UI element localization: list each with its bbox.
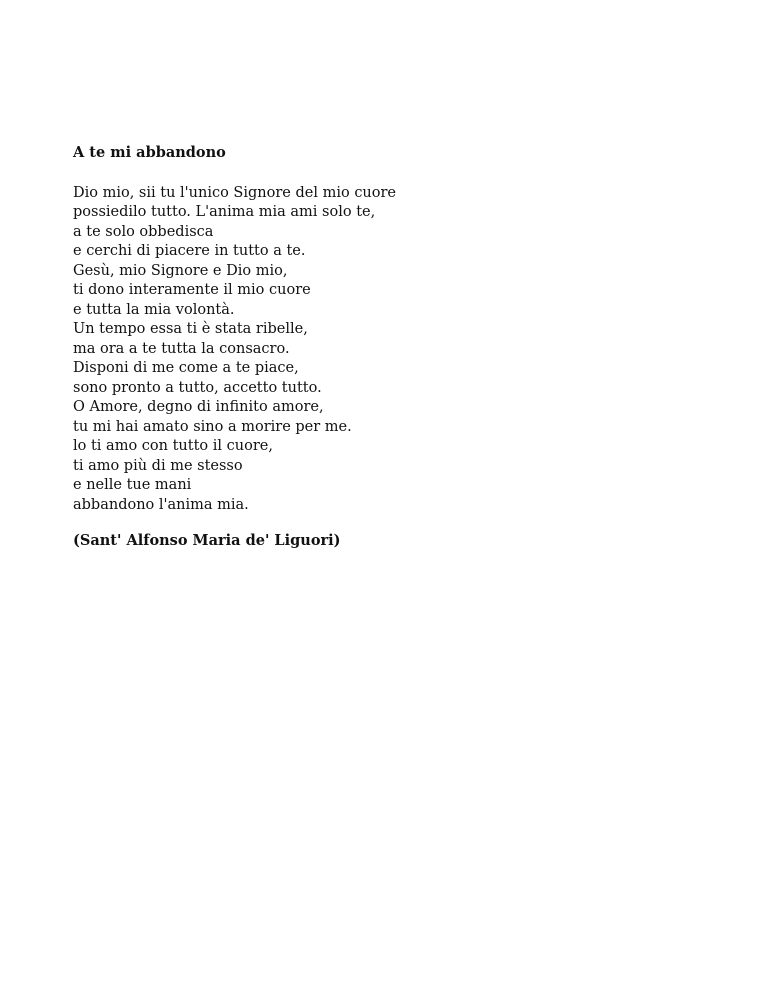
- poem-line: ma ora a te tutta la consacro.: [73, 340, 290, 357]
- poem-line: Gesù, mio Signore e Dio mio,: [73, 262, 288, 279]
- poem-line: ti dono interamente il mio cuore: [73, 282, 311, 298]
- poem-attribution: (Sant' Alfonso Maria de' Liguori): [73, 532, 341, 549]
- poem-lines: [73, 184, 693, 516]
- poem-line: a te solo obbedisca: [73, 223, 214, 240]
- poem-line: e tutta la mia volontà.: [73, 301, 235, 318]
- poem-line: lo ti amo con tutto il cuore,: [73, 438, 273, 454]
- poem-line: ti amo più di me stesso: [73, 457, 243, 474]
- poem-line: Dio mio, sii tu l'unico Signore del mio cuore: [73, 184, 397, 201]
- poem-line: Un tempo essa ti è stata ribelle,: [73, 321, 308, 337]
- document-body: [73, 143, 693, 551]
- poem-line: abbandono l'anima mia.: [73, 496, 249, 513]
- poem-line: tu mi hai amato sino a morire per me.: [73, 418, 352, 435]
- poem-line: e nelle tue mani: [73, 477, 192, 493]
- poem-title: A te mi abbandono: [73, 144, 226, 161]
- poem-line: Disponi di me come a te piace,: [73, 360, 299, 376]
- poem-line: sono pronto a tutto, accetto tutto.: [73, 379, 322, 396]
- poem-line: e cerchi di piacere in tutto a te.: [73, 243, 306, 259]
- poem-line: O Amore, degno di infinito amore,: [73, 399, 324, 415]
- poem-line: possiedilo tutto. L'anima mia ami solo te,: [73, 204, 376, 220]
